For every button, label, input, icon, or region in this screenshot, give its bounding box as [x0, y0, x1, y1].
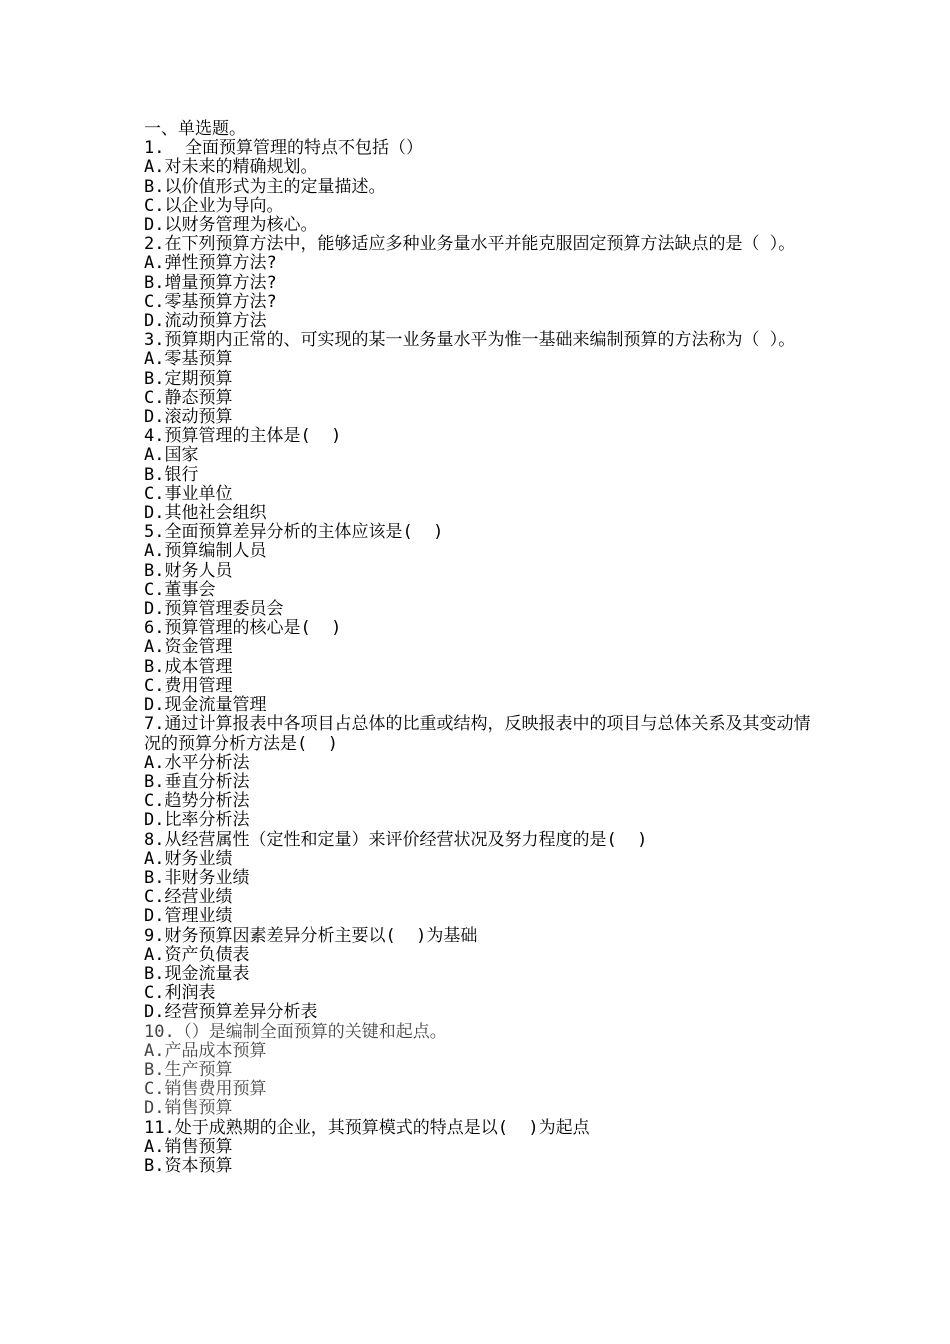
answer-option: B.财务人员: [144, 560, 233, 581]
answer-option: D.以财务管理为核心。: [144, 215, 318, 236]
answer-option: B.成本管理: [144, 656, 233, 677]
answer-option: B.垂直分析法: [144, 771, 250, 792]
question-block: [144, 1023, 824, 1119]
question-block: [144, 427, 824, 523]
section-title: 一、单选题。: [144, 119, 246, 139]
question-stem: 3.预算期内正常的、可实现的某一业务量水平为惟一基础来编制预算的方法称为（ ）。: [144, 330, 796, 351]
answer-option: D.流动预算方法: [144, 311, 267, 332]
question-stem: 2.在下列预算方法中，能够适应多种业务量水平并能克服固定预算方法缺点的是（ ）。: [144, 234, 796, 255]
answer-option: B.生产预算: [144, 1059, 233, 1080]
answer-option: C.董事会: [144, 579, 216, 600]
answer-option: A.国家: [144, 445, 199, 466]
answer-option: B.银行: [144, 464, 199, 485]
answer-option: C.静态预算: [144, 387, 233, 408]
question-stem: 8.从经营属性（定性和定量）来评价经营状况及努力程度的是( ): [144, 829, 648, 850]
question-stem: 1. 全面预算管理的特点不包括（）: [144, 138, 423, 159]
answer-option: A.资产负债表: [144, 944, 250, 965]
question-block: [144, 927, 824, 1023]
question-list: [144, 139, 824, 1176]
answer-option: B.定期预算: [144, 368, 233, 389]
answer-option: C.以企业为导向。: [144, 195, 284, 216]
question-stem: 5.全面预算差异分析的主体应该是( ): [144, 522, 444, 543]
answer-option: C.趋势分析法: [144, 791, 250, 812]
answer-option: D.管理业绩: [144, 906, 233, 927]
question-stem: 11.处于成熟期的企业，其预算模式的特点是以( )为起点: [144, 1117, 590, 1138]
answer-option: A.资金管理: [144, 637, 233, 658]
answer-option: D.现金流量管理: [144, 695, 267, 716]
answer-option: C.费用管理: [144, 675, 233, 696]
question-block: [144, 235, 824, 331]
question-block: [144, 139, 824, 235]
answer-option: A.对未来的精确规划。: [144, 157, 318, 178]
answer-option: C.利润表: [144, 983, 216, 1004]
answer-option: A.弹性预算方法?: [144, 253, 277, 274]
question-block: [144, 831, 824, 927]
answer-option: A.零基预算: [144, 349, 233, 370]
question-block: [144, 619, 824, 715]
answer-option: D.预算管理委员会: [144, 599, 284, 620]
question-block: [144, 715, 824, 830]
answer-option: B.现金流量表: [144, 963, 250, 984]
answer-option: C.零基预算方法?: [144, 291, 277, 312]
answer-option: A.水平分析法: [144, 752, 250, 773]
question-stem: 6.预算管理的核心是( ): [144, 618, 342, 639]
document-page: [144, 120, 824, 1176]
answer-option: B.资本预算: [144, 1155, 233, 1176]
answer-option: B.增量预算方法?: [144, 272, 277, 293]
answer-option: D.滚动预算: [144, 407, 233, 428]
question-stem: 7.通过计算报表中各项目占总体的比重或结构，反映报表中的项目与总体关系及其变动情况的预算分析方法是( ): [144, 714, 811, 754]
answer-option: B.以价值形式为主的定量描述。: [144, 176, 386, 197]
question-stem: 10.（）是编制全面预算的关键和起点。: [144, 1021, 447, 1042]
question-block: [144, 523, 824, 619]
question-block: [144, 1119, 824, 1177]
answer-option: B.非财务业绩: [144, 867, 250, 888]
answer-option: A.产品成本预算: [144, 1040, 267, 1061]
answer-option: D.比率分析法: [144, 810, 250, 831]
answer-option: D.其他社会组织: [144, 503, 267, 524]
question-stem: 4.预算管理的主体是( ): [144, 426, 342, 447]
answer-option: A.销售预算: [144, 1136, 233, 1157]
answer-option: C.事业单位: [144, 483, 233, 504]
answer-option: C.销售费用预算: [144, 1079, 267, 1100]
answer-option: A.预算编制人员: [144, 541, 267, 562]
answer-option: D.销售预算: [144, 1098, 233, 1119]
answer-option: C.经营业绩: [144, 887, 233, 908]
answer-option: D.经营预算差异分析表: [144, 1002, 318, 1023]
question-stem: 9.财务预算因素差异分析主要以( )为基础: [144, 925, 478, 946]
answer-option: A.财务业绩: [144, 848, 233, 869]
question-block: [144, 331, 824, 427]
